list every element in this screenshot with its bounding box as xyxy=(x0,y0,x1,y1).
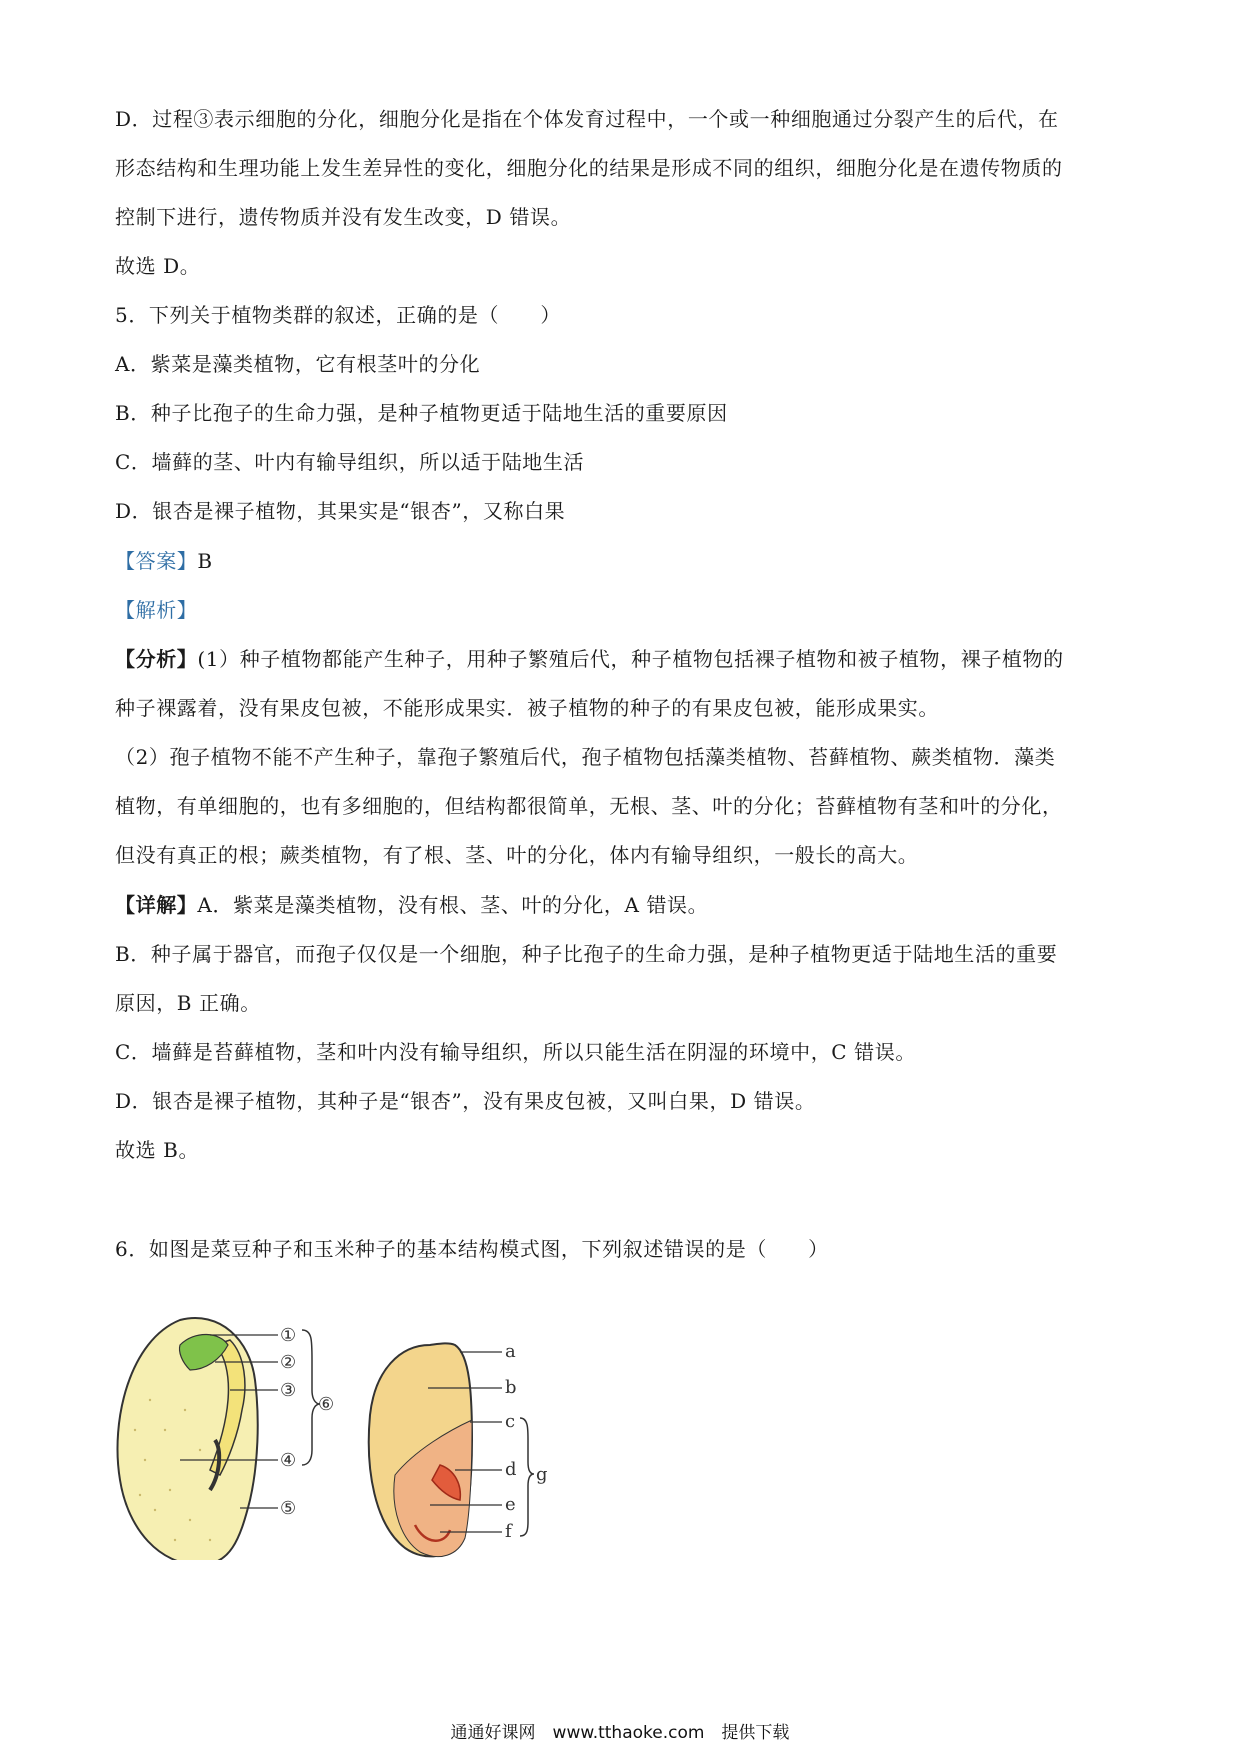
answer-label: 【答案】 xyxy=(115,549,198,573)
bean-label: ② xyxy=(280,1352,297,1373)
analysis-line: 种子裸露着，没有果皮包被，不能形成果实．被子植物的种子的有果皮包被，能形成果实。 xyxy=(115,696,939,720)
option-d: D．银杏是裸子植物，其果实是“银杏”，又称白果 xyxy=(115,499,566,523)
bean-label: ⑥ xyxy=(318,1394,335,1415)
bean-seed-diagram xyxy=(118,1318,335,1560)
detail-line: 原因，B 正确。 xyxy=(115,991,261,1015)
corn-label: d xyxy=(505,1459,517,1480)
bean-label: ④ xyxy=(280,1450,297,1471)
detail-line: 故选 B。 xyxy=(115,1138,200,1162)
page-footer: 通通好课网 www.tthaoke.com 提供下载 xyxy=(450,1723,790,1743)
text-line: D．过程③表示细胞的分化，细胞分化是指在个体发育过程中，一个或一种细胞通过分裂产生的后代，在 xyxy=(115,107,1059,131)
analysis-prefix: 【分析】 xyxy=(115,647,198,671)
option-c: C．墙藓的茎、叶内有输导组织，所以适于陆地生活 xyxy=(115,450,585,474)
option-a: A．紫菜是藻类植物，它有根茎叶的分化 xyxy=(115,352,481,376)
answer-value: B xyxy=(197,549,213,573)
detail-line: C．墙藓是苔藓植物，茎和叶内没有输导组织，所以只能生活在阴湿的环境中，C 错误。 xyxy=(115,1040,916,1064)
bean-label: ① xyxy=(280,1325,297,1346)
text-line: 故选 D。 xyxy=(115,254,201,278)
text-line: 控制下进行，遗传物质并没有发生改变，D 错误。 xyxy=(115,205,572,229)
analysis-line xyxy=(115,645,1064,673)
corn-label: e xyxy=(505,1494,516,1515)
question-5: 5．下列关于植物类群的叙述，正确的是（ ） xyxy=(115,303,561,327)
analysis-line: （2）孢子植物不能不产生种子，靠孢子繁殖后代，孢子植物包括藻类植物、苔藓植物、蕨类植物．藻类 xyxy=(115,745,1056,769)
detail-line: D．银杏是裸子植物，其种子是“银杏”，没有果皮包被，又叫白果，D 错误。 xyxy=(115,1089,816,1113)
analysis-text: (1）种子植物都能产生种子，用种子繁殖后代，种子植物包括裸子植物和被子植物，裸子植物的 xyxy=(197,647,1064,671)
analysis-line: 植物，有单细胞的，也有多细胞的，但结构都很简单，无根、茎、叶的分化；苔藓植物有茎和叶的分化， xyxy=(115,794,1063,818)
corn-label: g xyxy=(536,1464,548,1485)
bean-label: ③ xyxy=(280,1380,297,1401)
detail-line xyxy=(115,891,708,919)
detail-text: A．紫菜是藻类植物，没有根、茎、叶的分化，A 错误。 xyxy=(197,893,709,917)
answer-line xyxy=(115,547,213,575)
corn-label: b xyxy=(505,1377,517,1398)
corn-label: c xyxy=(505,1411,516,1432)
corn-seed-diagram xyxy=(369,1341,548,1557)
text-line: 形态结构和生理功能上发生差异性的变化，细胞分化的结果是形成不同的组织，细胞分化是在遗传物质的 xyxy=(115,156,1063,180)
seed-structure-figure xyxy=(110,1300,630,1560)
bean-label: ⑤ xyxy=(280,1498,297,1519)
detail-line: B．种子属于器官，而孢子仅仅是一个细胞，种子比孢子的生命力强，是种子植物更适于陆地生活的重要 xyxy=(115,942,1058,966)
corn-label: a xyxy=(505,1341,516,1362)
corn-label: f xyxy=(505,1521,512,1542)
analysis-label: 【解析】 xyxy=(115,598,198,622)
detail-prefix: 【详解】 xyxy=(115,893,198,917)
question-6: 6．如图是菜豆种子和玉米种子的基本结构模式图，下列叙述错误的是（ ） xyxy=(115,1237,829,1261)
option-b: B．种子比孢子的生命力强，是种子植物更适于陆地生活的重要原因 xyxy=(115,401,728,425)
analysis-line: 但没有真正的根；蕨类植物，有了根、茎、叶的分化，体内有输导组织，一般长的高大。 xyxy=(115,843,919,867)
